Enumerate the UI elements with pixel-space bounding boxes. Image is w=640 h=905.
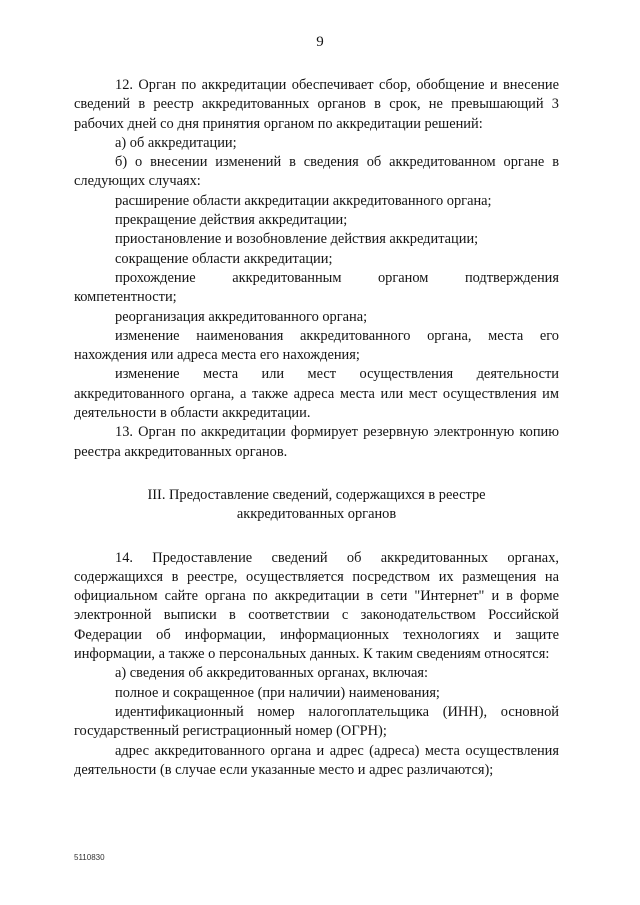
section-heading-line-2: аккредитованных органов xyxy=(236,506,397,523)
case-item: изменение места или мест осуществления деятельности аккредитованного органа, а также адреса места или мест осуществления им деятельности в области аккредитации. xyxy=(74,366,559,422)
case-item: прекращение действия аккредитации; xyxy=(115,212,348,229)
section-heading xyxy=(74,486,559,525)
paragraph-12: 12. Орган по аккредитации обеспечивает сбор, обобщение и внесение сведений в реестр аккредитованных органов в срок, не превышающий 3 рабочих дней со дня принятия органом по аккредитации решений: xyxy=(74,77,559,132)
document-code: 5110830 xyxy=(74,853,105,862)
page-number: 9 xyxy=(316,34,324,50)
case-item: изменение наименования аккредитованного органа, места его нахождения или адреса места его нахождения; xyxy=(74,327,559,364)
paragraph-14: 14. Предоставление сведений об аккредитованных органах, содержащихся в реестре, осуществляется посредством их размещения на официальном сайте органа по аккредитации в сети "Интернет" и в форме электронной выписки в соответствии с законодательством Российской Федерации об информации, информационных технологиях и защите информации, а также о персональных данных. К таким сведениям относятся: xyxy=(74,549,559,663)
section-heading-line-1: III. Предоставление сведений, содержащихся в реестре xyxy=(147,486,486,503)
case-item: реорганизация аккредитованного органа; xyxy=(115,308,368,325)
sub-item: полное и сокращенное (при наличии) наименования; xyxy=(115,684,440,701)
sub-item: адрес аккредитованного органа и адрес (адреса) места осуществления деятельности (в случае если указанные место и адрес различаются); xyxy=(74,742,559,778)
sub-item: идентификационный номер налогоплательщика (ИНН), основной государственный регистрационный номер (ОГРН); xyxy=(74,703,559,740)
case-item: приостановление и возобновление действия аккредитации; xyxy=(115,231,479,248)
case-item: сокращение области аккредитации; xyxy=(115,250,333,267)
list-item-b: б) о внесении изменений в сведения об аккредитованном органе в следующих случаях: xyxy=(74,154,559,190)
list-item-a: а) об аккредитации; xyxy=(115,134,237,151)
list-item-a: а) сведения об аккредитованных органах, включая: xyxy=(115,665,429,682)
case-item: расширение области аккредитации аккредитованного органа; xyxy=(115,192,492,209)
paragraph-13: 13. Орган по аккредитации формирует резервную электронную копию реестра аккредитованных органов. xyxy=(74,424,559,460)
document-body xyxy=(74,76,559,780)
case-item: прохождение аккредитованным органом подтверждения компетентности; xyxy=(74,269,559,306)
